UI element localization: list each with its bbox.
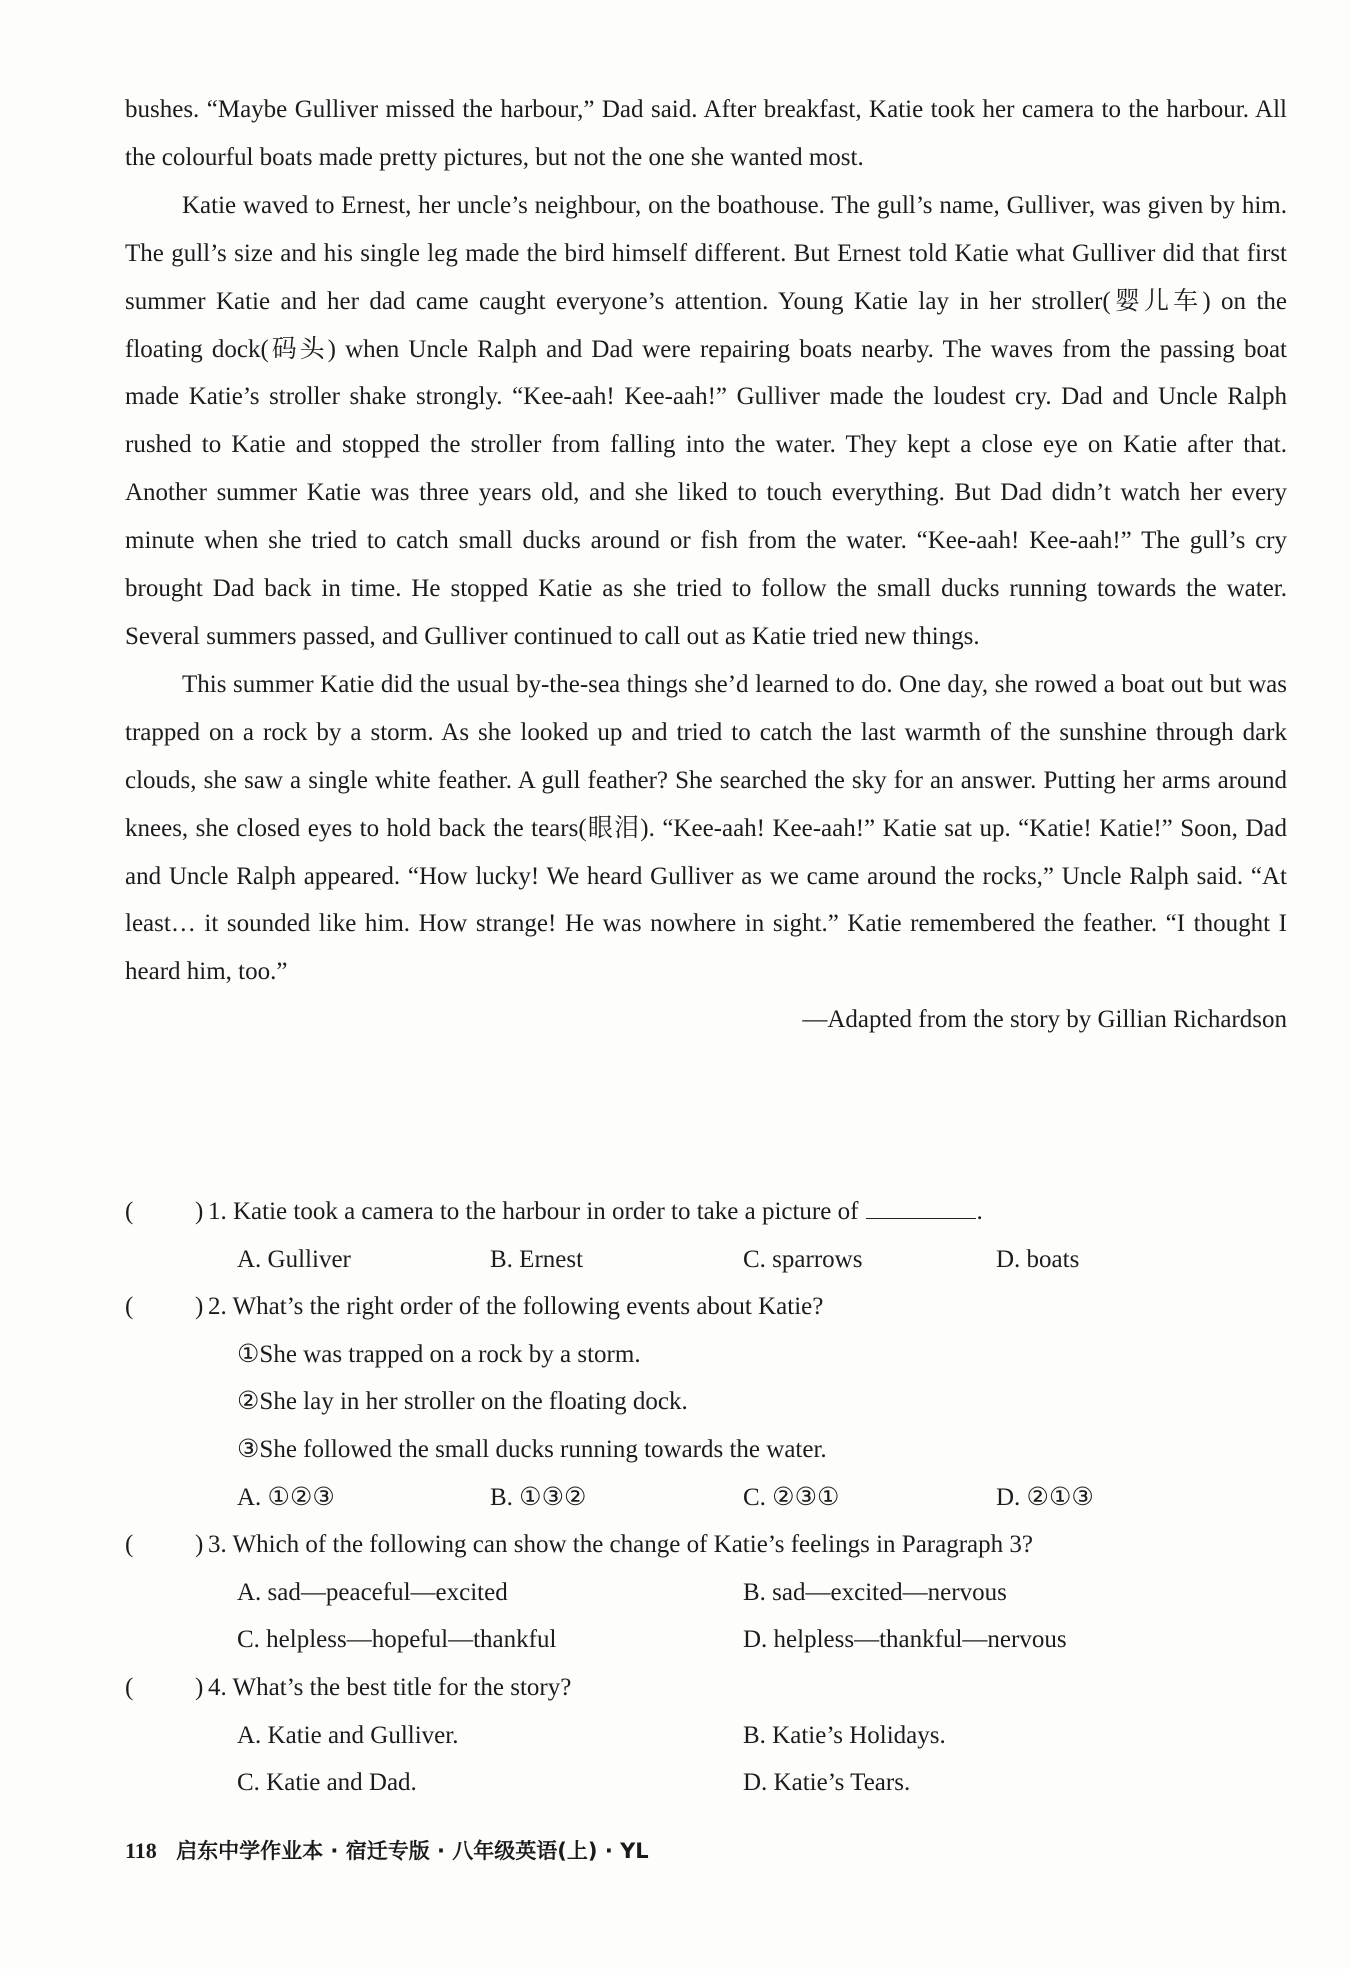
- paragraph-3: This summer Katie did the usual by-the-sea things she’d learned to do. One day, she rowed a boat out but was trapped on a rock by a storm. As she looked up and tried to catch the last warmth of the sunshine through dark clouds, she saw a single white feather. A gull feather? She searched the sky for an answer. Putting her arms around knees, she closed eyes to hold back the tears(眼泪). “Kee-aah! Kee-aah!” Katie sat up. “Katie! Katie!” Soon, Dad and Uncle Ralph appeared. “How lucky! We heard Gulliver as we came around the rocks,” Uncle Ralph said. “At least… it sounded like him. How strange! He was nowhere in sight.” Katie remembered the feather. “I thought I heard him, too.”: [125, 670, 1287, 986]
- question-1-stem: [208, 1188, 983, 1236]
- option-a: A. Katie and Gulliver.: [237, 1721, 459, 1749]
- question-2-event-2: [125, 1378, 1287, 1426]
- option-b: B. Katie’s Holidays.: [743, 1721, 946, 1749]
- option-a: A. sad—peaceful—excited: [237, 1578, 508, 1606]
- question-4-options-row-2: [125, 1759, 1287, 1807]
- answer-paren-close: ): [195, 1673, 204, 1701]
- question-1-options: [125, 1236, 1287, 1284]
- option-a: A. ①②③: [237, 1483, 335, 1511]
- paragraph-1: bushes. “Maybe Gulliver missed the harbour,” Dad said. After breakfast, Katie took her camera to the harbour. All the colourful boats made pretty pictures, but not the one she wanted most.: [125, 96, 1287, 171]
- question-3-options-row-1: [125, 1569, 1287, 1617]
- answer-blank[interactable]: [866, 1192, 976, 1219]
- question-2-options: [125, 1474, 1287, 1522]
- answer-paren-open: (: [125, 1531, 134, 1559]
- question-4: [125, 1664, 1287, 1712]
- answer-paren-close: ): [195, 1293, 204, 1321]
- source-attribution: —Adapted from the story by Gillian Richardson: [802, 1006, 1287, 1034]
- option-d: D. boats: [996, 1245, 1080, 1273]
- question-3: [125, 1521, 1287, 1569]
- question-4-options-row-1: [125, 1712, 1287, 1760]
- page-number: 118: [125, 1838, 157, 1863]
- answer-paren-open: (: [125, 1673, 134, 1701]
- question-1-end: .: [976, 1198, 983, 1225]
- option-b: B. sad—excited—nervous: [743, 1578, 1007, 1606]
- question-2-event-1: [125, 1331, 1287, 1379]
- question-3-options-row-2: [125, 1616, 1287, 1664]
- option-b: B. ①③②: [490, 1483, 587, 1511]
- question-1: [125, 1188, 1287, 1236]
- question-2-stem: 2. What’s the right order of the following events about Katie?: [208, 1293, 824, 1321]
- question-1-text: 1. Katie took a camera to the harbour in order to take a picture of: [208, 1198, 859, 1225]
- event-3: ③She followed the small ducks running towards the water.: [237, 1435, 827, 1463]
- option-c: C. sparrows: [743, 1245, 863, 1273]
- answer-paren-close: ): [195, 1198, 204, 1225]
- option-b: B. Ernest: [490, 1245, 584, 1273]
- question-3-stem: 3. Which of the following can show the change of Katie’s feelings in Paragraph 3?: [208, 1531, 1033, 1559]
- option-c: C. ②③①: [743, 1483, 840, 1511]
- question-list: [125, 1188, 1287, 1807]
- question-2: [125, 1283, 1287, 1331]
- option-c: C. helpless—hopeful—thankful: [237, 1626, 557, 1654]
- event-2: ②She lay in her stroller on the floating dock.: [237, 1388, 688, 1416]
- answer-paren-open: (: [125, 1293, 134, 1321]
- option-d: D. ②①③: [996, 1483, 1094, 1511]
- answer-paren-open: (: [125, 1198, 134, 1225]
- answer-paren-close: ): [195, 1531, 204, 1559]
- option-d: D. Katie’s Tears.: [743, 1769, 911, 1797]
- option-d: D. helpless—thankful—nervous: [743, 1626, 1067, 1654]
- option-c: C. Katie and Dad.: [237, 1769, 417, 1797]
- reading-passage: [125, 86, 1287, 1044]
- book-title: 启东中学作业本 · 宿迁专版 · 八年级英语(上) · YL: [176, 1839, 649, 1863]
- paragraph-2: Katie waved to Ernest, her uncle’s neighbour, on the boathouse. The gull’s name, Gulliver, was given by him. The gull’s size and his single leg made the bird himself different. But Ernest told Katie what Gulliver did that first summer Katie and her dad came caught everyone’s attention. Young Katie lay in her stroller(婴儿车) on the floating dock(码头) when Uncle Ralph and Dad were repairing boats nearby. The waves from the passing boat made Katie’s stroller shake strongly. “Kee-aah! Kee-aah!” Gulliver made the loudest cry. Dad and Uncle Ralph rushed to Katie and stopped the stroller from falling into the water. They kept a close eye on Katie after that. Another summer Katie was three years old, and she liked to touch everything. But Dad didn’t watch her every minute when she tried to catch small ducks around or fish from the water. “Kee-aah! Kee-aah!” The gull’s cry brought Dad back in time. He stopped Katie as she tried to follow the small ducks running towards the water. Several summers passed, and Gulliver continued to call out as Katie tried new things.: [125, 191, 1287, 650]
- question-4-stem: 4. What’s the best title for the story?: [208, 1673, 572, 1701]
- option-a: A. Gulliver: [237, 1245, 351, 1273]
- page-footer: [125, 1836, 649, 1866]
- event-1: ①She was trapped on a rock by a storm.: [237, 1340, 641, 1368]
- question-2-event-3: [125, 1426, 1287, 1474]
